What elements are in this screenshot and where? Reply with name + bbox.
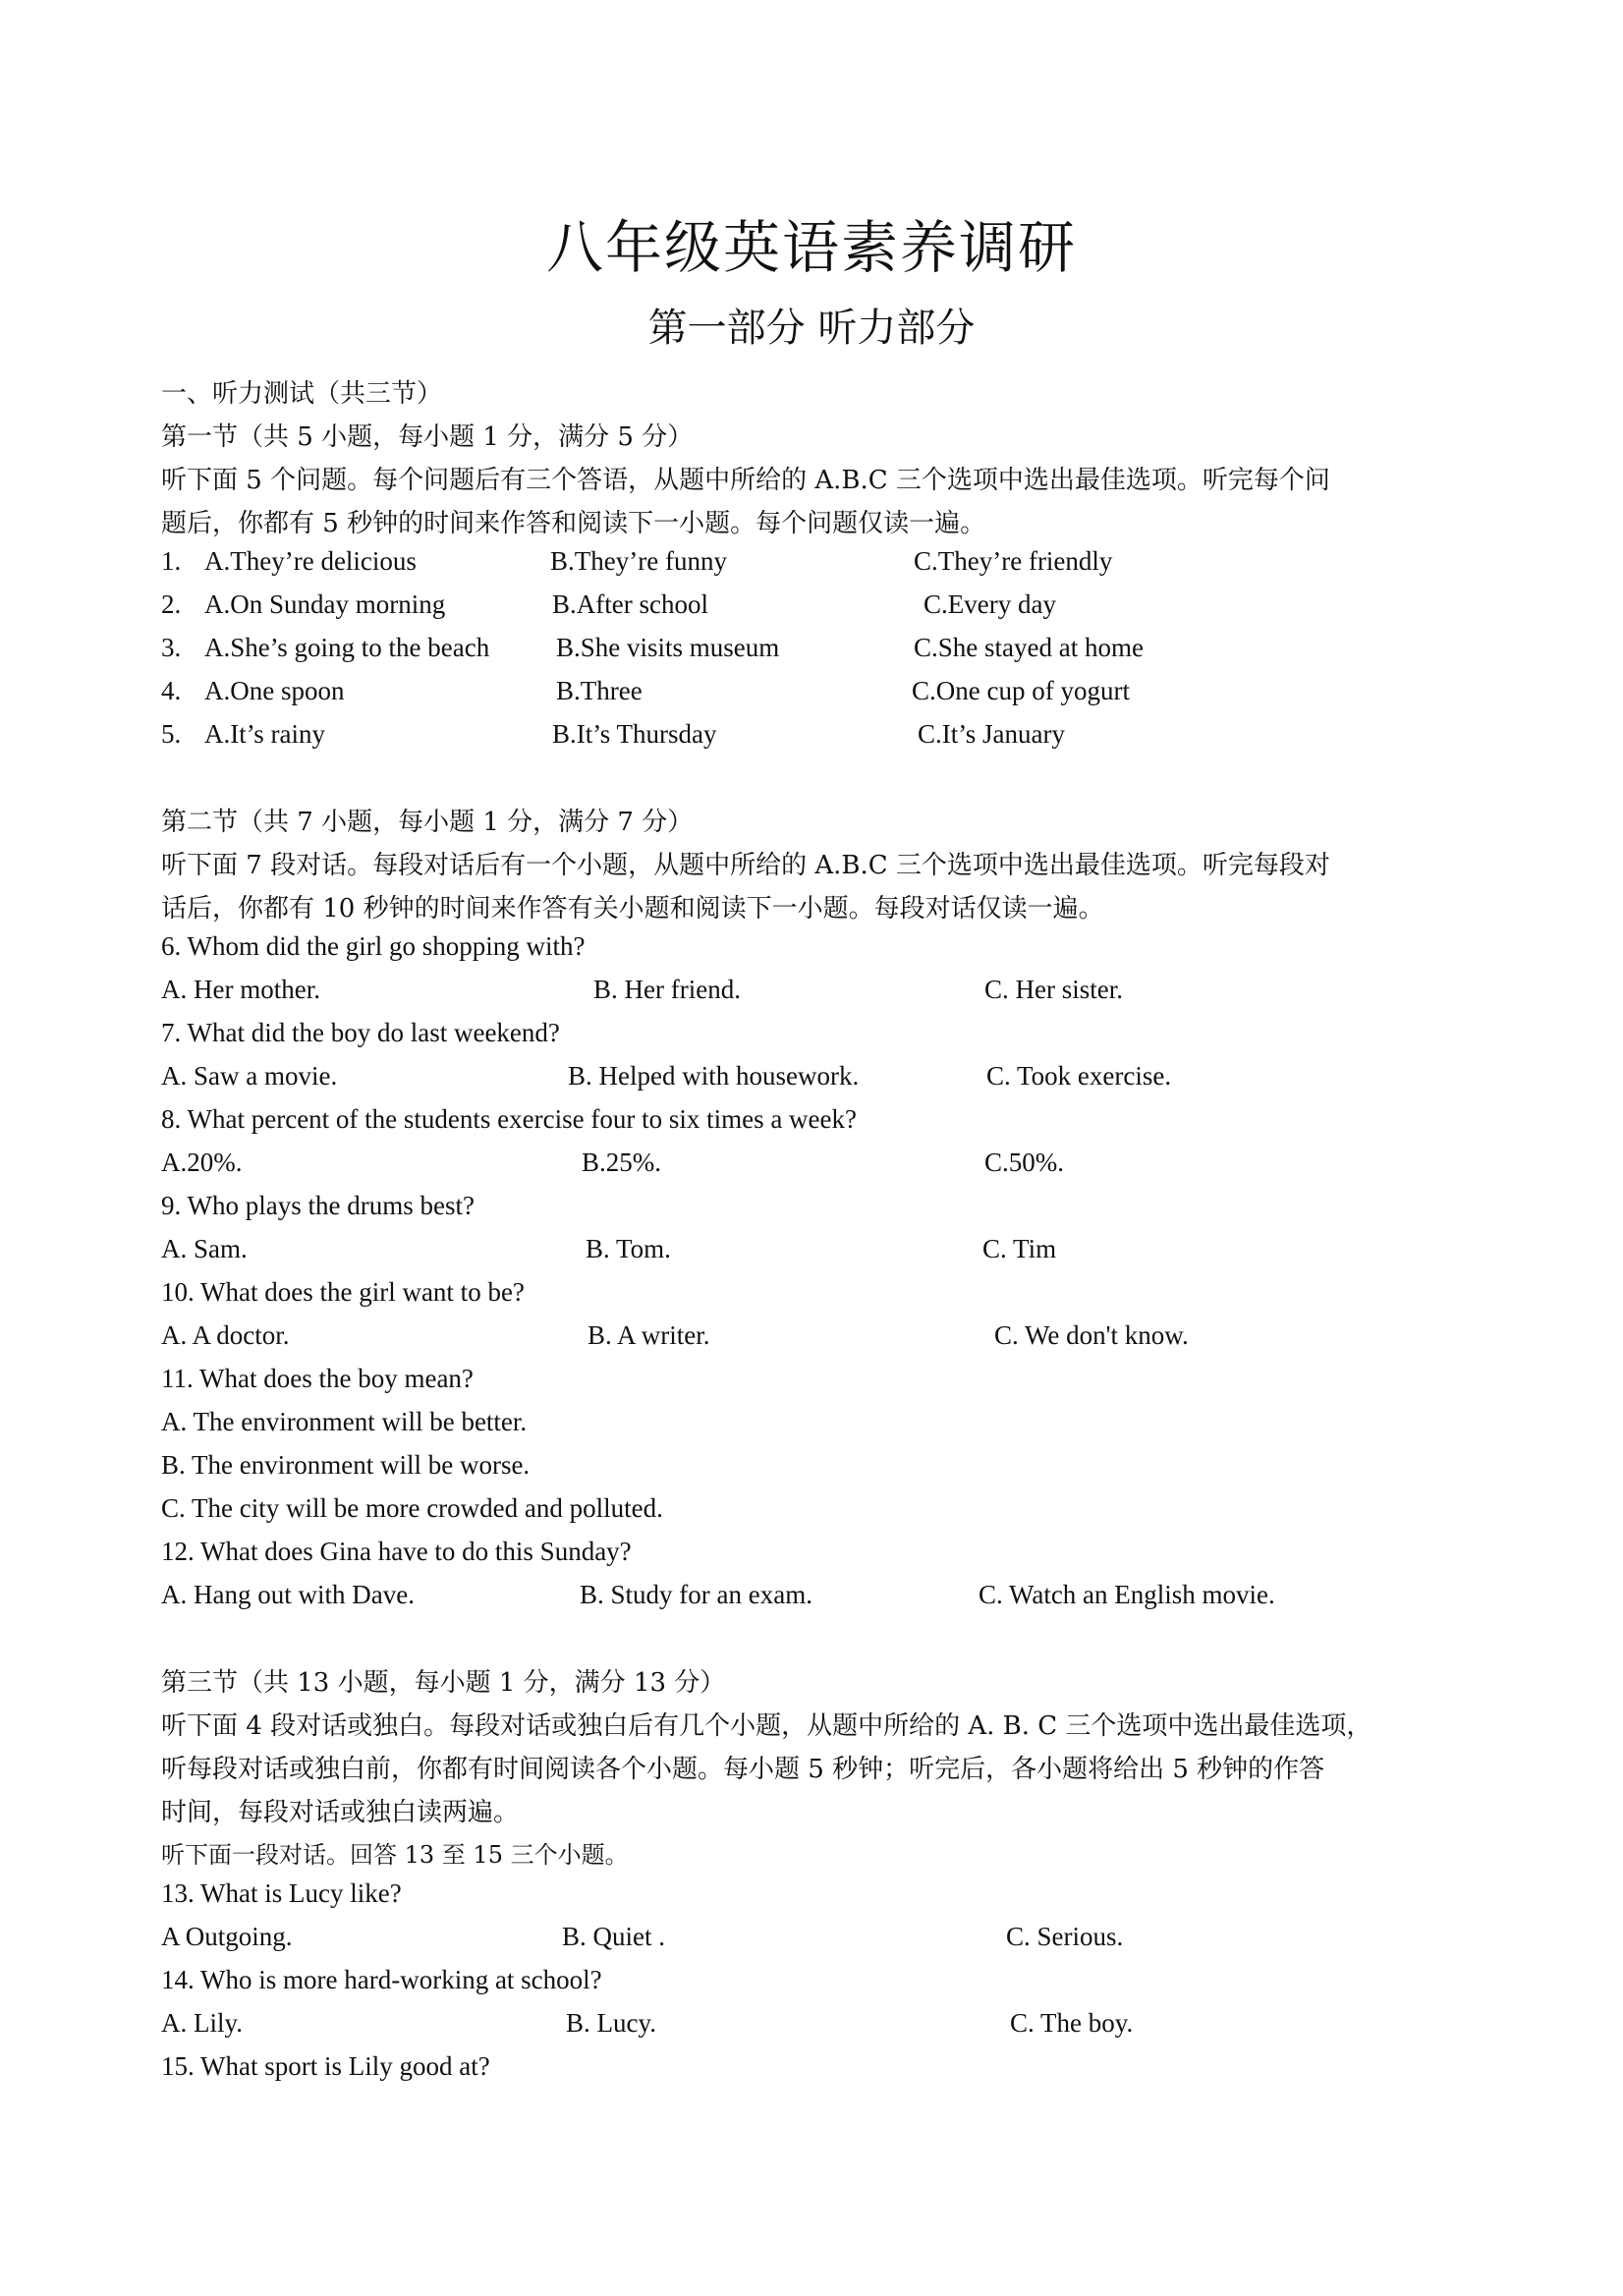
q10-option-c: C. We don't know. [994,1320,1189,1350]
part1-instruction-line2: 题后，你都有 5 秒钟的时间来作答和阅读下一小题。每个问题仅读一遍。 [161,509,986,538]
page-subtitle: 第一部分 听力部分 [647,306,976,351]
section-heading: 一、听力测试（共三节） [161,379,443,409]
option-b: B.After school [552,589,708,619]
option-c: C.It’s January [918,719,1065,749]
q6-option-c: C. Her sister. [984,975,1123,1004]
part3-heading: 第三节（共 13 小题，每小题 1 分，满分 13 分） [161,1668,726,1698]
q14-option-c: C. The boy. [1010,2008,1134,2038]
part1-instruction-line1: 听下面 5 个问题。每个问题后有三个答语，从题中所给的 A.B.C 三个选项中选出最佳选项。听完每个问 [161,466,1330,495]
q11-option-a: A. The environment will be better. [161,1407,528,1436]
question-9: 9. Who plays the drums best? [161,1191,475,1220]
question-number: 3. [161,633,182,662]
option-c: C.She stayed at home [914,633,1144,662]
part2-instruction-line2: 话后，你都有 10 秒钟的时间来作答有关小题和阅读下一小题。每段对话仅读一遍。 [161,894,1104,924]
option-a: A.One spoon [204,676,345,705]
q8-option-a: A.20%. [161,1148,243,1177]
question-13: 13. What is Lucy like? [161,1878,402,1908]
part2-heading: 第二节（共 7 小题，每小题 1 分，满分 7 分） [161,808,694,837]
q10-option-b: B. A writer. [588,1320,710,1350]
part1-heading: 第一节（共 5 小题，每小题 1 分，满分 5 分） [161,422,694,452]
q9-option-b: B. Tom. [586,1234,671,1263]
part3-instruction-line1: 听下面 4 段对话或独白。每段对话或独白后有几个小题，从题中所给的 A. B. C 三个选项中选出最佳选项， [161,1711,1372,1741]
option-a: A.They’re delicious [204,546,417,576]
part3-instruction-line2: 听每段对话或独白前，你都有时间阅读各个小题。每小题 5 秒钟；听完后，各小题将给出 5 秒钟的作答 [161,1755,1325,1784]
option-c: C.They’re friendly [914,546,1113,576]
option-c: C.Every day [923,589,1056,619]
q12-option-c: C. Watch an English movie. [979,1580,1275,1609]
question-10: 10. What does the girl want to be? [161,1277,525,1307]
question-number: 1. [161,546,182,576]
question-12: 12. What does Gina have to do this Sunday? [161,1537,632,1566]
question-number: 4. [161,676,182,705]
q12-option-b: B. Study for an exam. [580,1580,812,1609]
question-15: 15. What sport is Lily good at? [161,2051,490,2081]
q10-option-a: A. A doctor. [161,1320,290,1350]
q7-option-a: A. Saw a movie. [161,1061,338,1091]
question-number: 2. [161,589,182,619]
option-b: B.She visits museum [556,633,780,662]
q9-option-c: C. Tim [982,1234,1057,1263]
q6-option-a: A. Her mother. [161,975,320,1004]
q8-option-b: B.25%. [582,1148,661,1177]
option-b: B.They’re funny [550,546,727,576]
q11-option-c: C. The city will be more crowded and polluted. [161,1493,663,1523]
question-8: 8. What percent of the students exercise four to six times a week? [161,1104,858,1134]
part2-instruction-line1: 听下面 7 段对话。每段对话后有一个小题，从题中所给的 A.B.C 三个选项中选出最佳选项。听完每段对 [161,851,1330,880]
q14-option-b: B. Lucy. [566,2008,656,2038]
q6-option-b: B. Her friend. [593,975,741,1004]
q9-option-a: A. Sam. [161,1234,248,1263]
question-6: 6. Whom did the girl go shopping with? [161,931,586,961]
q14-option-a: A. Lily. [161,2008,243,2038]
option-a: A.It’s rainy [204,719,325,749]
q13-option-a: A Outgoing. [161,1922,293,1951]
question-11: 11. What does the boy mean? [161,1364,474,1393]
question-14: 14. Who is more hard-working at school? [161,1965,602,1994]
page-title: 八年级英语素养调研 [545,214,1077,281]
option-a: A.She’s going to the beach [204,633,490,662]
option-c: C.One cup of yogurt [912,676,1130,705]
option-b: B.Three [556,676,643,705]
question-7: 7. What did the boy do last weekend? [161,1018,560,1047]
q11-option-b: B. The environment will be worse. [161,1450,531,1480]
option-a: A.On Sunday morning [204,589,446,619]
q12-option-a: A. Hang out with Dave. [161,1580,415,1609]
q13-option-c: C. Serious. [1006,1922,1124,1951]
q7-option-c: C. Took exercise. [986,1061,1172,1091]
part3-instruction-line4: 听下面一段对话。回答 13 至 15 三个小题。 [161,1841,629,1869]
q13-option-b: B. Quiet . [562,1922,665,1951]
question-number: 5. [161,719,182,749]
option-b: B.It’s Thursday [552,719,717,749]
q7-option-b: B. Helped with housework. [568,1061,860,1091]
part3-instruction-line3: 时间，每段对话或独白读两遍。 [161,1798,520,1827]
q8-option-c: C.50%. [984,1148,1064,1177]
